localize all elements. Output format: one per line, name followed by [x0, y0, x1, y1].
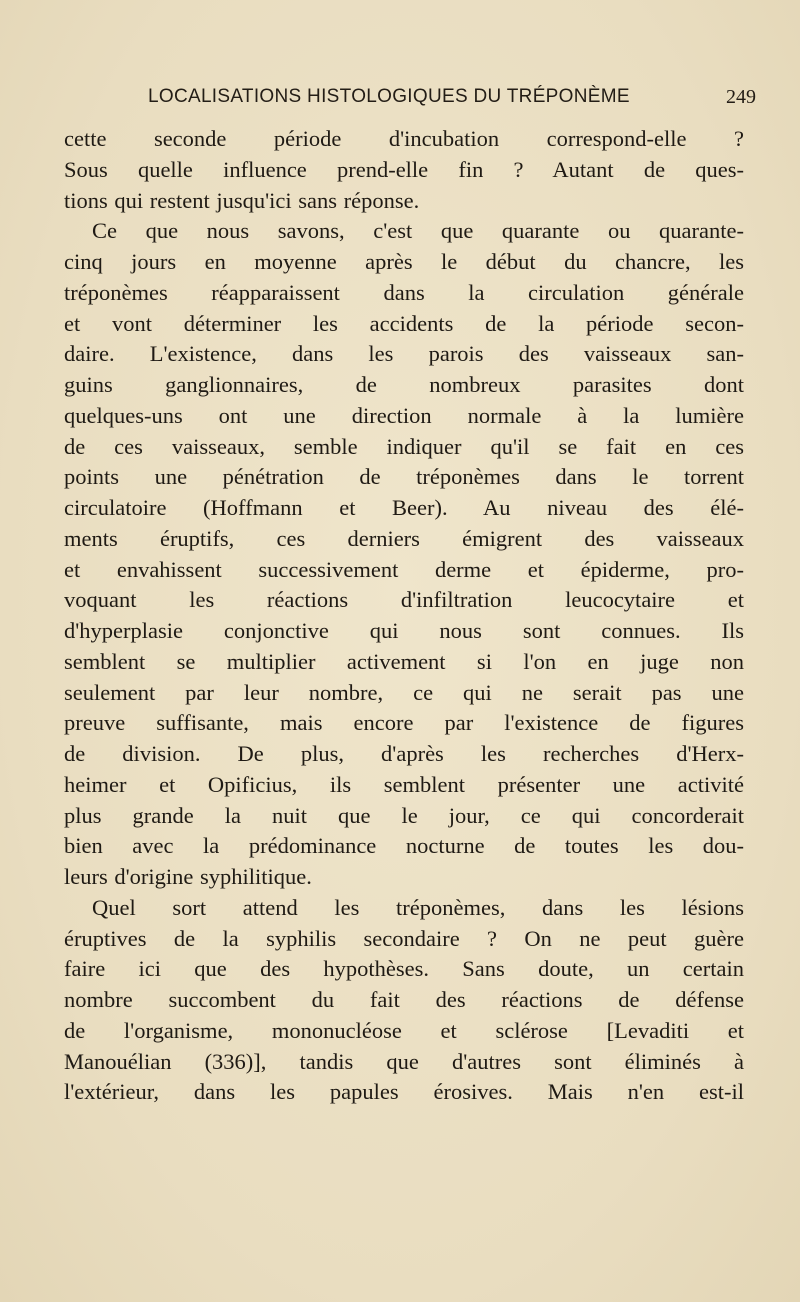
- text-line: de ces vaisseaux, semble indiquer qu'il se fait en ces: [64, 433, 744, 459]
- text-line: preuve suffisante, mais encore par l'existence de figures: [64, 710, 744, 736]
- text-line: cette seconde période d'incubation correspond-elle ?: [64, 126, 744, 151]
- text-line: Manouélian (336)], tandis que d'autres sont éliminés à: [64, 1048, 744, 1074]
- text-line: de division. De plus, d'après les recherches d'Herx-: [64, 741, 744, 766]
- text-line: faire ici que des hypothèses. Sans doute, un certain: [64, 956, 744, 982]
- text-line: voquant les réactions d'infiltration leucocytaire et: [64, 587, 744, 613]
- text-line: l'extérieur, dans les papules érosives. Mais n'en est-il: [64, 1079, 744, 1105]
- text-line: heimer et Opificius, ils semblent présenter une activité: [64, 771, 744, 797]
- text-line: de l'organisme, mononucléose et sclérose [Levaditi et: [64, 1017, 744, 1043]
- text-line: circulatoire (Hoffmann et Beer). Au niveau des élé-: [64, 495, 744, 520]
- text-line: guins ganglionnaires, de nombreux parasites dont: [64, 372, 744, 397]
- running-header: [66, 86, 756, 116]
- text-line: cinq jours en moyenne après le début du chancre, les: [64, 249, 744, 274]
- paragraph-end-line: leurs d'origine syphilitique.: [64, 864, 312, 889]
- text-line: tréponèmes réapparaissent dans la circulation générale: [64, 279, 744, 305]
- text-line: points une pénétration de tréponèmes dans le torrent: [64, 464, 744, 490]
- text-line: bien avec la prédominance nocturne de toutes les dou-: [64, 833, 744, 859]
- text-line: éruptives de la syphilis secondaire ? On ne peut guère: [64, 925, 744, 951]
- text-line: Sous quelle influence prend-elle fin ? Autant de ques-: [64, 156, 744, 182]
- text-line: nombre succombent du fait des réactions de défense: [64, 987, 744, 1012]
- running-title: LOCALISATIONS HISTOLOGIQUES DU TRÉPONÈME: [148, 86, 630, 107]
- paragraph-start-line: Quel sort attend les tréponèmes, dans les lésions: [92, 894, 744, 920]
- text-line: seulement par leur nombre, ce qui ne serait pas une: [64, 679, 744, 705]
- text-line: et vont déterminer les accidents de la période secon-: [64, 310, 744, 336]
- text-line: plus grande la nuit que le jour, ce qui concorderait: [64, 802, 744, 828]
- text-line: ments éruptifs, ces derniers émigrent des vaisseaux: [64, 525, 744, 551]
- body-text: [64, 124, 744, 1108]
- text-line: semblent se multiplier activement si l'on en juge non: [64, 648, 744, 674]
- paragraph-end-line: tions qui restent jusqu'ici sans réponse.: [64, 187, 420, 213]
- paragraph-start-line: Ce que nous savons, c'est que quarante ou quarante-: [92, 218, 744, 244]
- page-number: 249: [726, 86, 756, 108]
- text-line: daire. L'existence, dans les parois des vaisseaux san-: [64, 341, 744, 367]
- text-line: quelques-uns ont une direction normale à la lumière: [64, 402, 744, 428]
- text-line: d'hyperplasie conjonctive qui nous sont connues. Ils: [64, 618, 744, 643]
- text-line: et envahissent successivement derme et épiderme, pro-: [64, 556, 744, 582]
